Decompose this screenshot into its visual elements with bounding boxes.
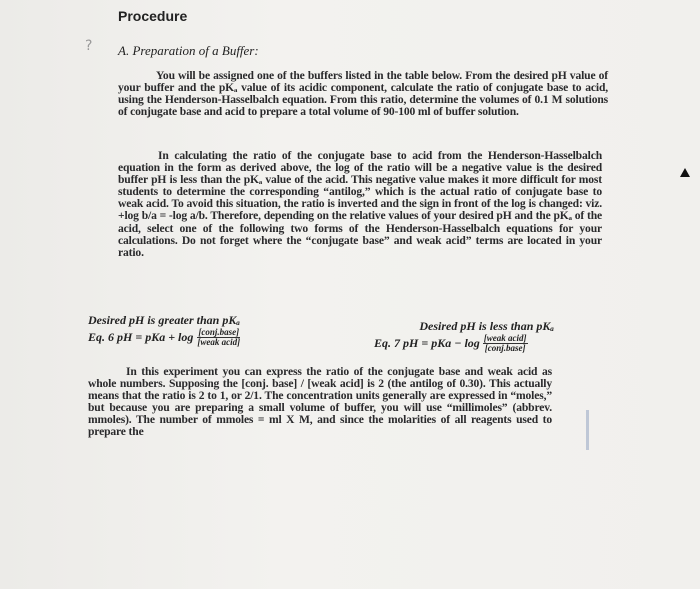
- equation-6-fraction: [196, 328, 241, 347]
- equation-7-block: [374, 319, 554, 353]
- equation-6-condition: Desired pH is greater than pKₐ: [88, 313, 240, 327]
- equation-6-denominator: [weak acid]: [197, 337, 241, 347]
- equation-6-expression: pH = pKa + log: [117, 330, 194, 344]
- equation-6-label: Eq. 6: [88, 330, 115, 344]
- margin-annotation: ?: [85, 38, 93, 54]
- paragraph-1: You will be assigned one of the buffers listed in the table below. From the desired pH value of your buffer and the pKₐ value of its acidic component, calculate the ratio of conjugate base to acid, using the Henderson-Hasselbalch equation. From this ratio, determine the volumes of 0.1 M solutions of conjugate base and acid to prepare a total volume of 90-100 ml of buffer solution.: [118, 69, 608, 119]
- paragraph-3: In this experiment you can express the ratio of the conjugate base and weak acid as whole numbers. Supposing the [conj. base] / [weak acid] is 2 (the antilog of 0.30). This actually means that the ratio is 2 to 1, or 2/1. The concentration units generally are expressed in “moles,” but because you are preparing a small volume of buffer, you will use “millimoles” (abbrev. mmoles). The number of mmoles = ml X M, and since the molarities of all reagents used to prepare the: [88, 365, 552, 439]
- equation-7-fraction: [483, 334, 528, 353]
- equation-7-expression: pH = pKa − log: [403, 336, 480, 350]
- section-title: A. Preparation of a Buffer:: [118, 43, 259, 58]
- equation-6-block: [88, 313, 241, 347]
- equation-7-label: Eq. 7: [374, 336, 401, 350]
- equation-6-numerator: [conj.base]: [198, 327, 240, 337]
- equation-7-condition: Desired pH is less than pKₐ: [419, 319, 554, 333]
- scroll-marker: [586, 410, 589, 450]
- page-heading: Procedure: [118, 8, 188, 24]
- equation-7-numerator: [weak acid]: [483, 333, 527, 343]
- paragraph-2: In calculating the ratio of the conjugate base to acid from the Henderson-Hasselbalch equation in the form as derived above, the log of the ratio will be a negative value is the desired buffer pH is less than the pKₐ value of the acid. This negative value makes it more difficult for most students to determine the corresponding “antilog,” which is the actual ratio of conjugate base to weak acid. To avoid this situation, the ratio is inverted and the sign in front of the log is changed: viz. +log b/a = -log a/b. Therefore, depending on the relative values of your desired pH and the pKₐ of the acid, select one of the following two forms of the Henderson-Hasselbalch equations for your calculations. Do not forget where the “conjugate base” and weak acid” terms are located in your ratio.: [118, 149, 602, 259]
- equation-6: [88, 328, 241, 347]
- equation-7: [374, 334, 554, 353]
- equation-7-denominator: [conj.base]: [484, 343, 526, 353]
- mouse-cursor-icon: [680, 168, 690, 177]
